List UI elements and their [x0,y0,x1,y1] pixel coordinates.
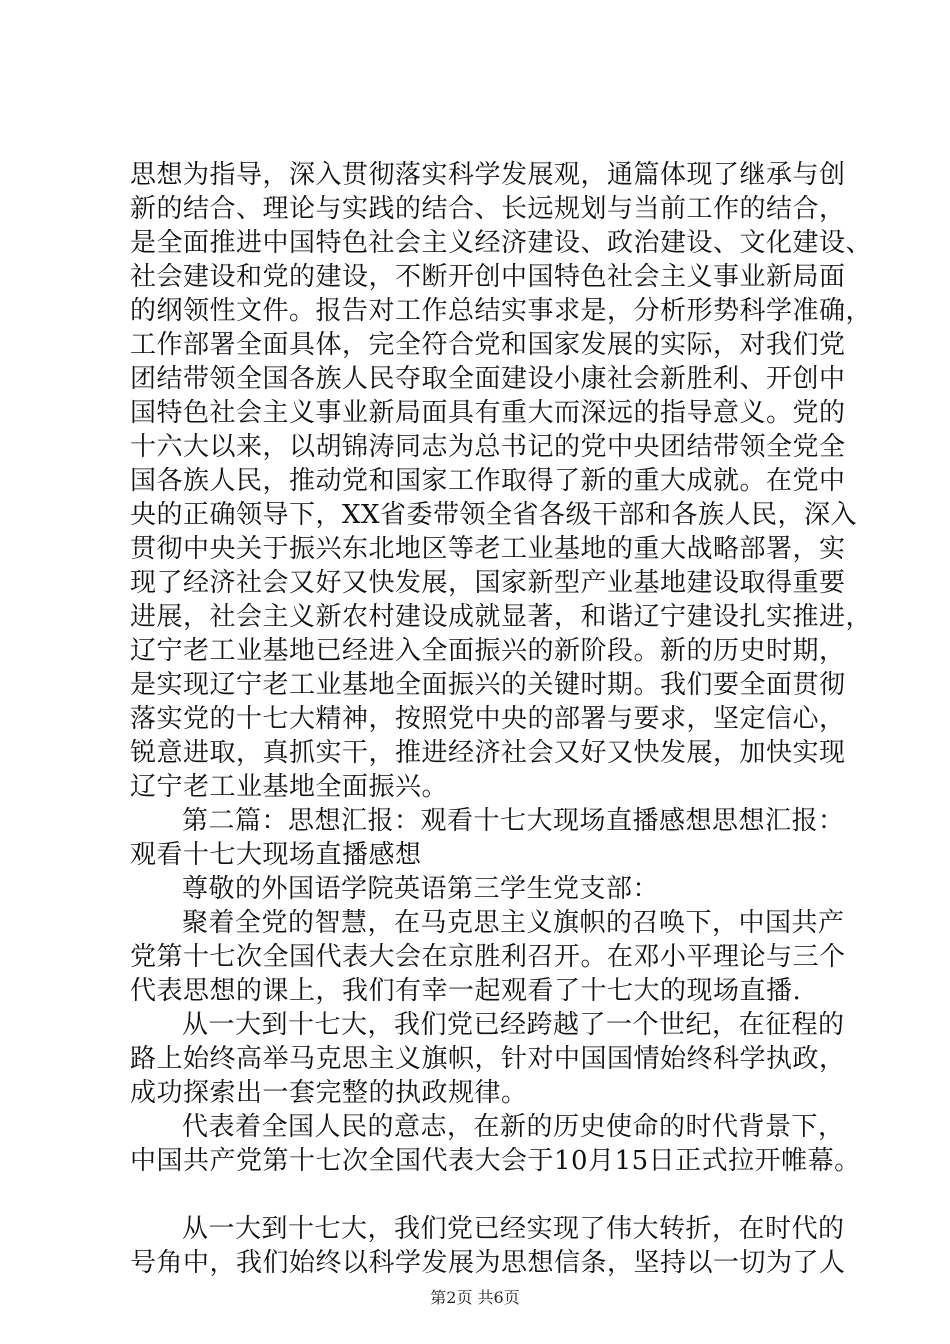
text-line: 的纲领性文件。报告对工作总结实事求是，分析形势科学准确， [130,296,873,326]
text-line: 十六大以来，以胡锦涛同志为总书记的党中央团结带领全党全 [130,432,846,462]
text-line: 团结带领全国各族人民夺取全面建设小康社会新胜利、开创中 [130,364,846,394]
text-line: 成功探索出一套完整的执政规律。 [130,1078,528,1108]
text-line: 从一大到十七大，我们党已经跨越了一个世纪，在征程的 [182,1010,845,1040]
salutation-line: 尊敬的外国语学院英语第三学生党支部： [182,874,660,904]
text-line: 是全面推进中国特色社会主义经济建设、政治建设、文化建设、 [130,228,873,258]
paragraph-gap [130,1178,840,1212]
section-heading-line: 观看十七大现场直播感想 [130,840,422,870]
text-line: 是实现辽宁老工业基地全面振兴的关键时期。我们要全面贯彻 [130,670,846,700]
text-line: 国各族人民，推动党和国家工作取得了新的重大成就。在党中 [130,466,846,496]
text-line: 社会建设和党的建设，不断开创中国特色社会主义事业新局面 [130,262,846,292]
text-line: 代表着全国人民的意志，在新的历史使命的时代背景下， [182,1112,845,1142]
section-heading-line: 第二篇：思想汇报：观看十七大现场直播感想思想汇报： [182,806,845,836]
text-line: 新的结合、理论与实践的结合、长远规划与当前工作的结合， [130,194,846,224]
text-line: 从一大到十七大，我们党已经实现了伟大转折，在时代的 [182,1214,845,1244]
text-line: 落实党的十七大精神，按照党中央的部署与要求，坚定信心， [130,704,846,734]
text-line: 现了经济社会又好又快发展，国家新型产业基地建设取得重要 [130,568,846,598]
text-line: 央的正确领导下，XX省委带领全省各级干部和各族人民，深入 [130,500,858,530]
text-line: 工作部署全面具体，完全符合党和国家发展的实际，对我们党 [130,330,846,360]
text-line: 聚着全党的智慧，在马克思主义旗帜的召唤下，中国共产 [182,908,845,938]
page-footer [0,1288,950,1308]
text-line: 号角中，我们始终以科学发展为思想信条，坚持以一切为了人 [130,1248,846,1278]
text-line: 进展，社会主义新农村建设成就显著，和谐辽宁建设扎实推进， [130,602,873,632]
text-line: 中国共产党第十七次全国代表大会于10月15日正式拉开帷幕。 [130,1146,861,1176]
text-line: 辽宁老工业基地全面振兴。 [130,772,449,802]
text-line: 党第十七次全国代表大会在京胜利召开。在邓小平理论与三个 [130,942,846,972]
text-line: 路上始终高举马克思主义旗帜，针对中国国情始终科学执政， [130,1044,846,1074]
text-line: 代表思想的课上，我们有幸一起观看了十七大的现场直播. [130,976,802,1006]
text-line: 辽宁老工业基地已经进入全面振兴的新阶段。新的历史时期， [130,636,846,666]
text-line: 国特色社会主义事业新局面具有重大而深远的指导意义。党的 [130,398,846,428]
document-body [130,158,873,1280]
text-line: 锐意进取，真抓实干，推进经济社会又好又快发展，加快实现 [130,738,846,768]
page-number: 第2页 共6页 [430,1288,520,1307]
text-line: 贯彻中央关于振兴东北地区等老工业基地的重大战略部署，实 [130,534,846,564]
text-line: 思想为指导，深入贯彻落实科学发展观，通篇体现了继承与创 [130,160,846,190]
